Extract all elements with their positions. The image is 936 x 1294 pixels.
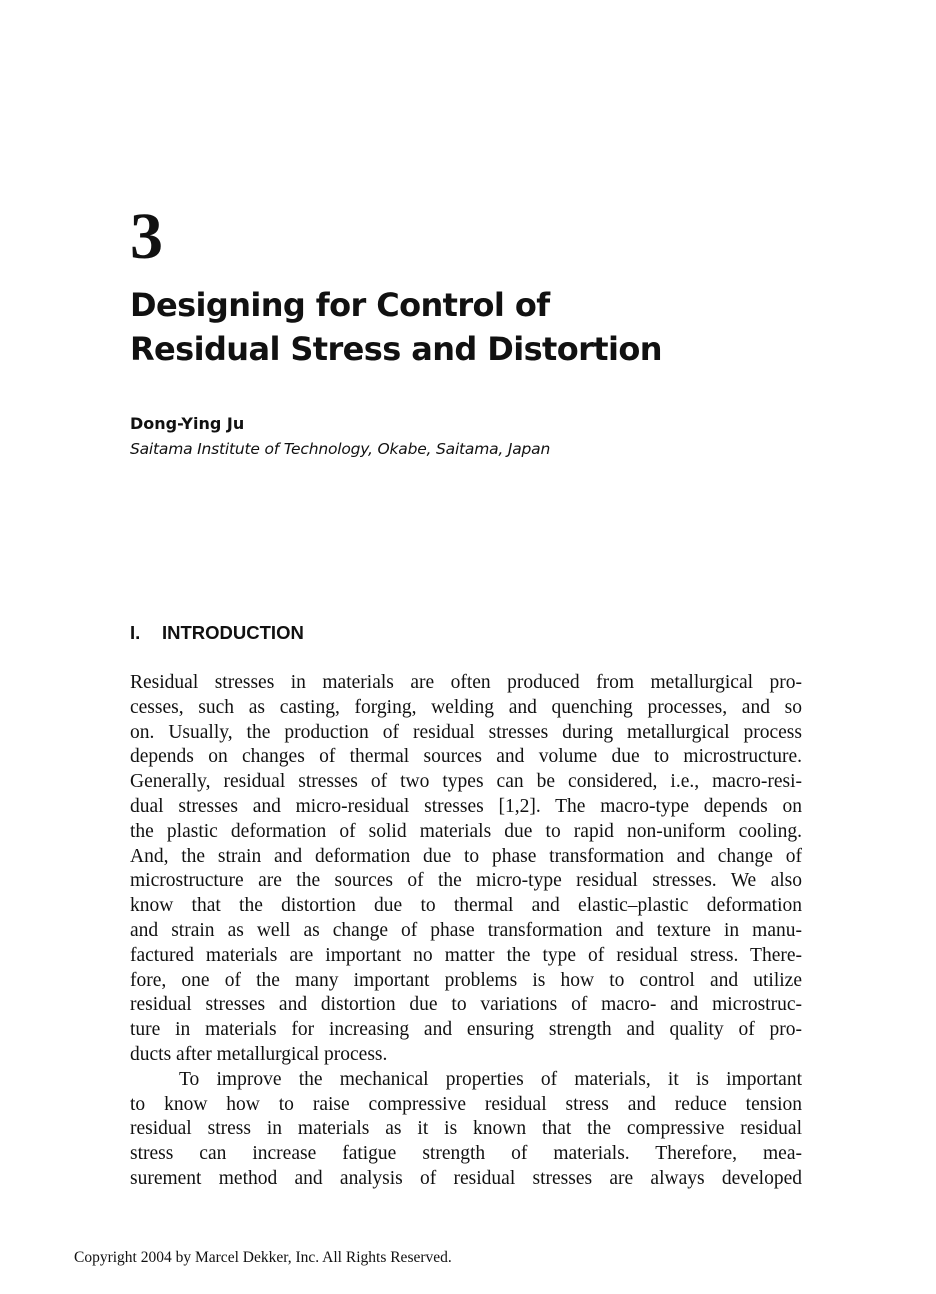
chapter-title-line: Designing for Control of [130, 286, 550, 324]
text-line: on. Usually, the production of residual stresses during metallurgical process [130, 721, 802, 743]
text-line: stress can increase fatigue strength of materials. Therefore, mea- [130, 1143, 802, 1165]
text-line: Generally, residual stresses of two types can be considered, i.e., macro-resi- [130, 771, 802, 793]
chapter-title [130, 283, 770, 371]
section-heading [130, 622, 304, 644]
text-line: depends on changes of thermal sources and volume due to microstructure. [130, 746, 802, 768]
text-line: ducts after metallurgical process. [130, 1043, 388, 1065]
chapter-number: 3 [130, 200, 163, 273]
author-name: Dong-Ying Ju [130, 414, 245, 433]
author-affiliation: Saitama Institute of Technology, Okabe, Saitama, Japan [130, 440, 551, 458]
text-line: to know how to raise compressive residual stress and reduce tension [130, 1093, 802, 1115]
text-line: factured materials are important no matter the type of residual stress. There- [130, 944, 802, 966]
text-line: fore, one of the many important problems is how to control and utilize [130, 969, 802, 991]
section-title: INTRODUCTION [162, 622, 304, 643]
text-line: dual stresses and micro-residual stresses [1,2]. The macro-type depends on [130, 795, 802, 817]
chapter-title-line: Residual Stress and Distortion [130, 330, 662, 368]
text-line: residual stress in materials as it is known that the compressive residual [130, 1118, 802, 1140]
section-number: I. [130, 622, 141, 643]
text-line: cesses, such as casting, forging, welding and quenching processes, and so [130, 696, 802, 718]
paragraph [130, 671, 802, 1068]
text-line: To improve the mechanical properties of materials, it is important [179, 1068, 802, 1090]
text-line: surement method and analysis of residual stresses are always developed [130, 1167, 802, 1189]
text-line: microstructure are the sources of the micro-type residual stresses. We also [130, 870, 802, 892]
text-line: Residual stresses in materials are often produced from metallurgical pro- [130, 672, 802, 693]
text-line: And, the strain and deformation due to phase transformation and change of [130, 845, 802, 867]
body-text [130, 671, 802, 1192]
text-line: and strain as well as change of phase transformation and texture in manu- [130, 919, 802, 941]
paragraph [130, 1068, 802, 1192]
text-line: ture in materials for increasing and ensuring strength and quality of pro- [130, 1019, 802, 1041]
copyright-notice: Copyright 2004 by Marcel Dekker, Inc. All Rights Reserved. [74, 1249, 452, 1266]
text-line: the plastic deformation of solid materials due to rapid non-uniform cooling. [130, 820, 802, 842]
text-line: know that the distortion due to thermal and elastic–plastic deformation [130, 895, 802, 917]
text-line: residual stresses and distortion due to variations of macro- and microstruc- [130, 994, 802, 1016]
